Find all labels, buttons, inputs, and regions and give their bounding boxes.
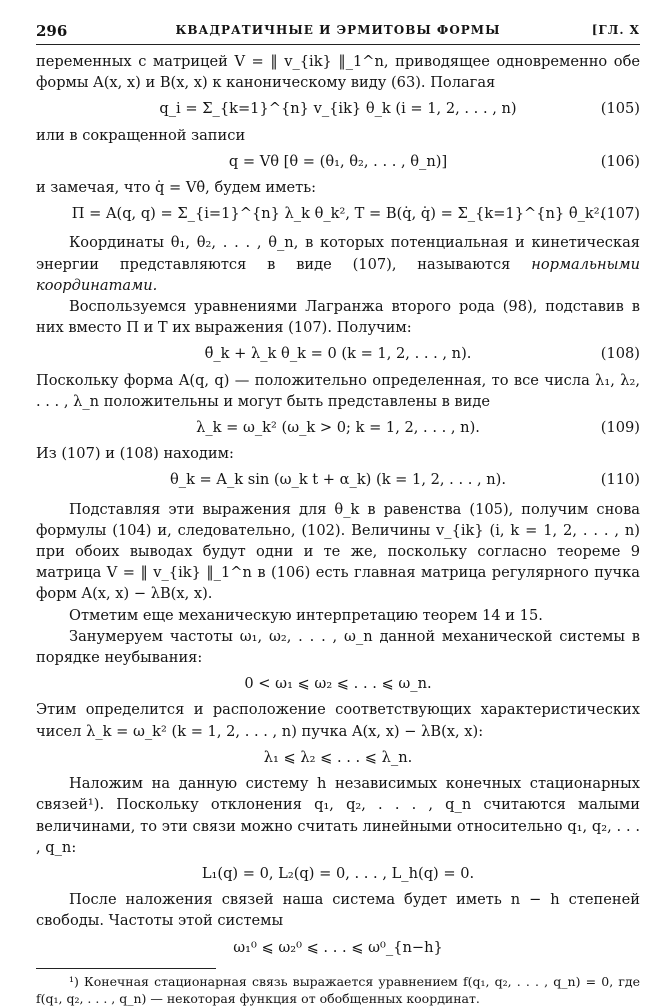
paragraph-9: Отметим еще механическую интерпретацию теорем 14 и 15. [69, 606, 543, 624]
inequality-frequencies-body: 0 < ω₁ ⩽ ω₂ ⩽ . . . ⩽ ω_n. [244, 675, 432, 693]
equation-109-number: (109) [600, 419, 640, 437]
equation-107 [36, 203, 640, 224]
paragraph-13: После наложения связей наша система будет иметь n − h степеней свободы. Частоты этой системы [36, 891, 640, 930]
equation-106-body: q = Vθ [θ = (θ₁, θ₂, . . . , θ_n)] [228, 152, 448, 170]
running-header [36, 22, 640, 42]
equation-110-body: θ_k = A_k sin (ω_k t + α_k) (k = 1, 2, . . . , n). [169, 471, 507, 489]
running-title: КВАДРАТИЧНЫЕ И ЭРМИТОВЫ ФОРМЫ [175, 23, 501, 37]
constraint-equations-body: L₁(q) = 0, L₂(q) = 0, . . . , L_h(q) = 0. [201, 864, 475, 882]
equation-105 [36, 98, 640, 119]
page [36, 22, 640, 1007]
paragraph-2: или в сокращенной записи [36, 126, 246, 144]
equation-105-number: (105) [600, 100, 640, 118]
equation-109-body: λ_k = ω_k² (ω_k > 0; k = 1, 2, . . . , n). [196, 419, 480, 437]
equation-106 [36, 151, 640, 172]
paragraph-3: и замечая, что q̇ = Vθ̇, будем иметь: [36, 179, 317, 197]
equation-108 [36, 343, 640, 364]
paragraph-7: Из (107) и (108) находим: [36, 445, 234, 463]
equation-108-body: θ̈_k + λ_k θ_k = 0 (k = 1, 2, . . . , n). [204, 345, 472, 363]
footnote-rule [36, 968, 216, 969]
paragraph-4 [36, 232, 640, 296]
paragraph-11: Этим определится и расположение соответствующих характеристических чисел λ_k = ω_k² (k = 1, 2, . . . , n) пучка A(x, x) − λB(x, x): [36, 701, 640, 740]
constraint-equations [36, 863, 640, 884]
paragraph-1: переменных с матрицей V = ‖ v_{ik} ‖_1^n, приводящее одновременно обе формы A(x, x) и B(x, x) к каноническому виду (63). Полагая [36, 53, 640, 92]
equation-107-body: Π = A(q, q) = Σ_{i=1}^{n} λ_k θ_k², T = B(q̇, q̇) = Σ_{k=1}^{n} θ̇_k². [71, 205, 605, 223]
paragraph-10: Занумеруем частоты ω₁, ω₂, . . . , ω_n данной механической системы в порядке неубывания: [36, 627, 640, 667]
footnote: ¹) Конечная стационарная связь выражается уравнением f(q₁, q₂, . . . , q_n) = 0, где f(q₁, q₂, . . . , q_n) — некоторая функция от обобщенных координат. [36, 973, 640, 1006]
paragraph-4-text: Координаты θ₁, θ₂, . . . , θ_n, в которых потенциальная и кинетическая энергии представляются в виде (107), называются [36, 234, 640, 273]
paragraph-6: Поскольку форма A(q, q) — положительно определенная, то все числа λ₁, λ₂, . . . , λ_n положительны и могут быть представлены в виде [36, 371, 640, 410]
paragraph-8: Подставляя эти выражения для θ_k в равенства (105), получим снова формулы (104) и, следовательно, (102). Величины v_{ik} (i, k = 1, 2, . . . , n) при обоих выводах будут одни и те же, поскольку согласно теореме 9 матрица V = ‖ v_{ik} ‖_1^n в (106) есть главная матрица регулярного пучка форм A(x, x) − λB(x, x). [36, 500, 640, 603]
chapter-label: [ГЛ. X [591, 23, 640, 37]
equation-106-number: (106) [600, 152, 640, 170]
inequality-new-frequencies [36, 937, 640, 958]
header-rule [36, 44, 640, 45]
equation-110-number: (110) [600, 471, 640, 489]
term-normal-coordinates: нормальными координатами. [36, 255, 640, 294]
paragraph-5: Воспользуемся уравнениями Лагранжа второго рода (98), подставив в них вместо Π и T их выражения (107). Получим: [36, 298, 640, 337]
equation-110 [36, 469, 640, 490]
main-text [36, 51, 640, 958]
inequality-lambdas-body: λ₁ ⩽ λ₂ ⩽ . . . ⩽ λ_n. [263, 748, 413, 766]
inequality-new-frequencies-body: ω₁⁰ ⩽ ω₂⁰ ⩽ . . . ⩽ ω⁰_{n−h} [233, 938, 443, 956]
paragraph-12: Наложим на данную систему h независимых конечных стационарных связей¹). Поскольку отклонения q₁, q₂, . . . , q_n считаются малыми величинами, то эти связи можно считать линейными относительно q₁, q₂, . . . , q_n: [36, 775, 640, 856]
inequality-lambdas [36, 747, 640, 768]
inequality-frequencies [36, 673, 640, 694]
page-number: 296 [36, 22, 68, 40]
equation-108-number: (108) [600, 345, 640, 363]
equation-105-body: q_i = Σ_{k=1}^{n} v_{ik} θ_k (i = 1, 2, . . . , n) [159, 100, 517, 118]
equation-109 [36, 417, 640, 438]
equation-107-number: (107) [600, 205, 640, 223]
